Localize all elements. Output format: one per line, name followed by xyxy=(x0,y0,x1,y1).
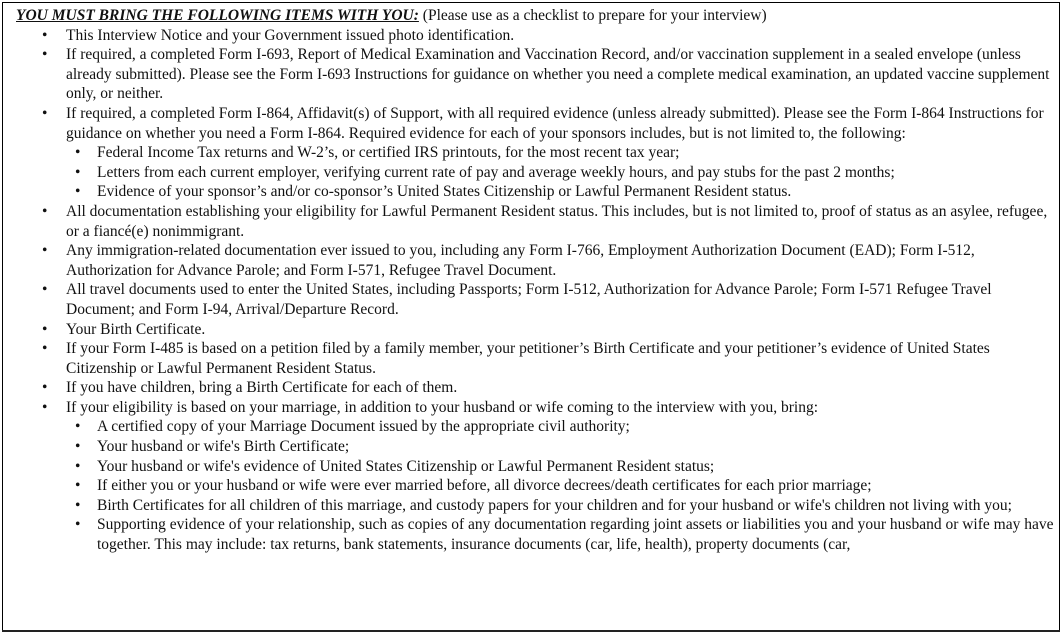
marriage-evidence-item: • Your husband or wife's evidence of United States Citizenship or Lawful Permanent Resident status; xyxy=(66,457,1056,477)
checklist-item-children-birth-certificates: • If you have children, bring a Birth Certificate for each of them. xyxy=(16,378,1056,398)
sponsor-evidence-item: • Federal Income Tax returns and W-2’s, or certified IRS printouts, for the most recent tax year; xyxy=(66,143,1056,163)
checklist-item-photo-id: • This Interview Notice and your Government issued photo identification. xyxy=(16,26,1056,46)
checklist-heading-note: (Please use as a checklist to prepare for your interview) xyxy=(422,7,767,24)
checklist-item-birth-certificate: • Your Birth Certificate. xyxy=(16,320,1056,340)
checklist-item-petitioner-docs: • If your Form I-485 is based on a petition filed by a family member, your petitioner’s Birth Certificate and your petitioner’s evidence of United States Citizenship or Lawful Permanent Resident Status. xyxy=(16,339,1056,378)
marriage-evidence-list xyxy=(66,417,1056,554)
sponsor-evidence-list xyxy=(66,143,1056,202)
sponsor-evidence-item: • Evidence of your sponsor’s and/or co-sponsor’s United States Citizenship or Lawful Permanent Resident status. xyxy=(66,182,1056,202)
marriage-evidence-item: • Birth Certificates for all children of this marriage, and custody papers for your children and for your husband or wife's children not living with you; xyxy=(66,496,1056,516)
checklist-item-travel-docs: • All travel documents used to enter the United States, including Passports; Form I-512, Authorization for Advance Parole; Form I-571 Refugee Travel Document; and Form I-94, Arrival/Departure Record. xyxy=(16,280,1056,319)
checklist-item-form-i864-text: If required, a completed Form I-864, Affidavit(s) of Support, with all required evidence (unless already submitted). Please see the Form I-864 Instructions for guidance on whether you need a Form I-864. Required evidence for each of your sponsors includes, but is not limited to, the following: xyxy=(66,104,1044,142)
checklist-item-form-i693: • If required, a completed Form I-693, Report of Medical Examination and Vaccination Record, and/or vaccination supplement in a sealed envelope (unless already submitted). Please see the Form I-693 Instructions for guidance on whether you need a complete medical examination, an updated vaccine supplement only, or neither. xyxy=(16,45,1056,104)
checklist-item-marriage-based xyxy=(16,398,1056,555)
checklist xyxy=(16,26,1056,555)
marriage-evidence-item: • If either you or your husband or wife were ever married before, all divorce decrees/death certificates for each prior marriage; xyxy=(66,476,1056,496)
checklist-section xyxy=(16,6,1056,555)
checklist-heading: YOU MUST BRING THE FOLLOWING ITEMS WITH YOU: xyxy=(16,7,419,24)
checklist-item-eligibility-docs: • All documentation establishing your eligibility for Lawful Permanent Resident status. This includes, but is not limited to, proof of status as an asylee, refugee, or a fiancé(e) nonimmigrant. xyxy=(16,202,1056,241)
marriage-evidence-item: • A certified copy of your Marriage Document issued by the appropriate civil authority; xyxy=(66,417,1056,437)
page-bottom-rule xyxy=(2,630,1060,632)
checklist-item-marriage-based-text: If your eligibility is based on your marriage, in addition to your husband or wife coming to the interview with you, bring: xyxy=(66,398,819,416)
marriage-evidence-item: • Your husband or wife's Birth Certificate; xyxy=(66,437,1056,457)
checklist-item-immigration-docs: • Any immigration-related documentation ever issued to you, including any Form I-766, Employment Authorization Document (EAD); Form I-512, Authorization for Advance Parole; and Form I-571, Refugee Travel Document. xyxy=(16,241,1056,280)
marriage-evidence-item: • Supporting evidence of your relationship, such as copies of any documentation regarding joint assets or liabilities you and your husband or wife may have together. This may include: tax returns, bank statements, insurance documents (car, life, health), property documents (car, xyxy=(66,515,1056,554)
checklist-heading-line xyxy=(16,6,1056,26)
sponsor-evidence-item: • Letters from each current employer, verifying current rate of pay and average weekly hours, and pay stubs for the past 2 months; xyxy=(66,163,1056,183)
checklist-item-form-i864 xyxy=(16,104,1056,202)
